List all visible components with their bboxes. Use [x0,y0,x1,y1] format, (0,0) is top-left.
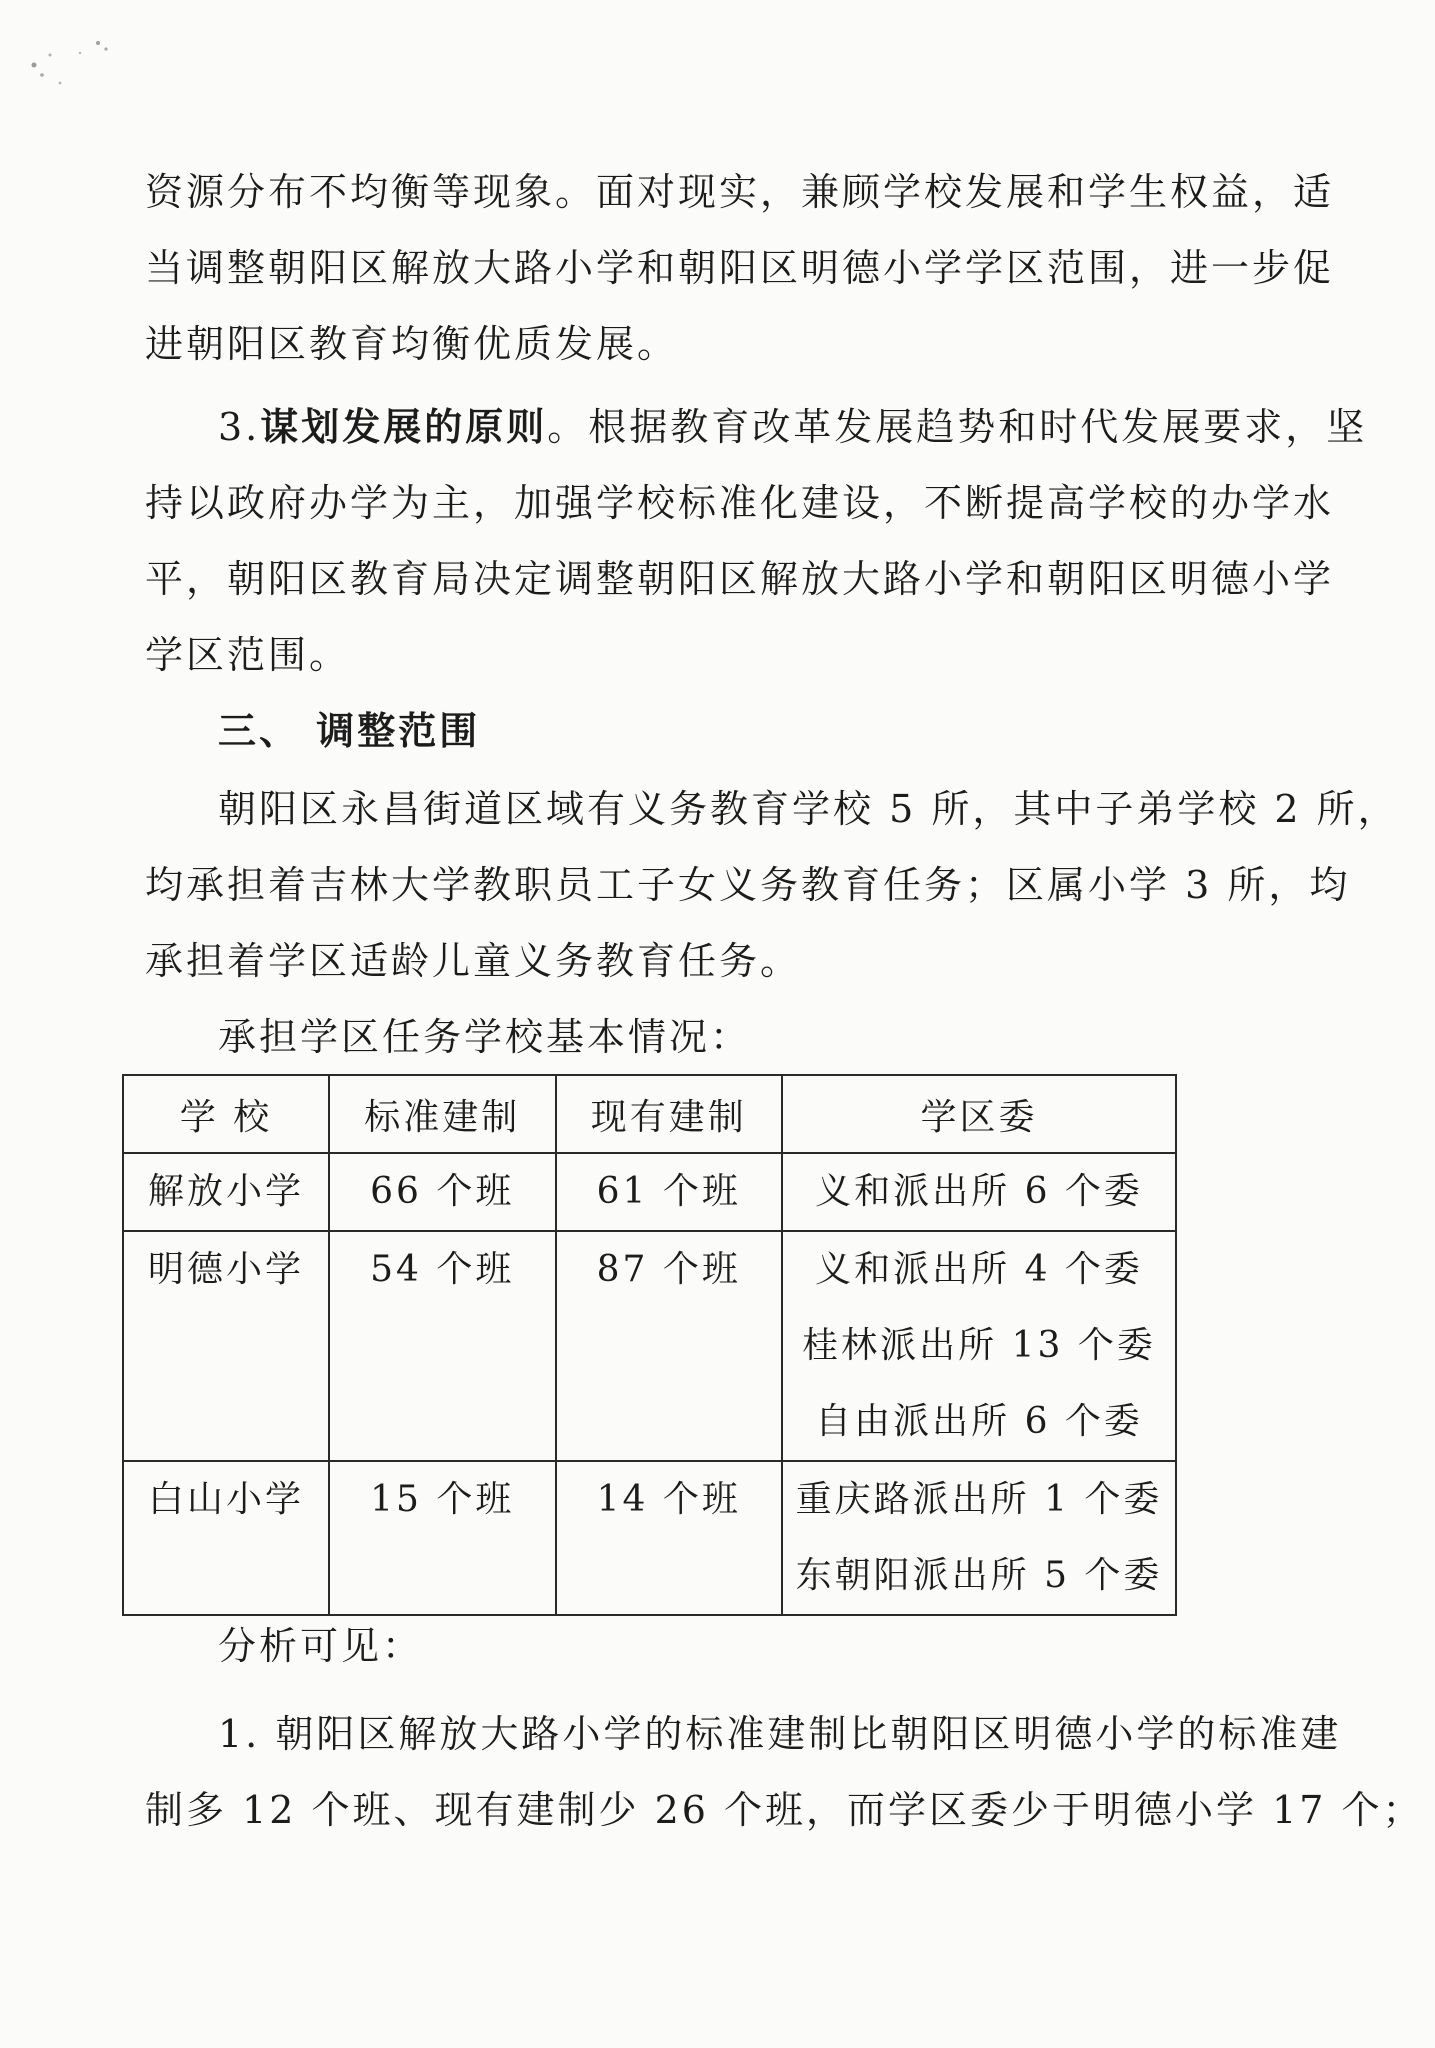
committees-cell [782,1231,1176,1461]
school-info-table [122,1074,1177,1616]
header-committees: 学区委 [782,1075,1176,1153]
school-name: 白山小学 [147,1479,304,1520]
current-classes: 61 个班 [596,1171,741,1212]
committees-cell [782,1461,1176,1615]
principle-title: 谋划发展的原则 [260,405,548,449]
principle-first-line [218,403,1378,451]
analysis-1-line-1: 1. 朝阳区解放大路小学的标准建制比朝阳区明德小学的标准建 [218,1712,1342,1756]
committees-cell [782,1153,1176,1231]
analysis-1-line-2: 制多 12 个班、现有建制少 26 个班，而学区委少于明德小学 17 个； [145,1788,1424,1832]
principle-line-2: 持以政府办学为主，加强学校标准化建设，不断提高学校的办学水 [145,481,1335,525]
paragraph-2-line-2: 均承担着吉林大学教职员工子女义务教育任务；区属小学 3 所，均 [145,863,1351,907]
current-classes-cell [556,1461,783,1615]
table-header-row [123,1075,1176,1153]
standard-classes: 54 个班 [370,1249,515,1290]
school-name-cell [123,1153,329,1231]
paragraph-2-line-3: 承担着学区适龄儿童义务教育任务。 [145,939,802,983]
analysis-label: 分析可见： [218,1624,424,1668]
current-classes: 87 个班 [596,1249,741,1290]
principle-number: 3. [218,405,261,449]
header-current-classes: 现有建制 [556,1075,783,1153]
standard-classes: 15 个班 [370,1479,515,1520]
standard-classes-cell [329,1461,556,1615]
paragraph-1-line-3: 进朝阳区教育均衡优质发展。 [145,322,679,366]
standard-classes: 66 个班 [370,1171,515,1212]
committee-entry: 东朝阳派出所 5 个委 [795,1555,1163,1596]
paragraph-1-line-2: 当调整朝阳区解放大路小学和朝阳区明德小学学区范围，进一步促 [145,246,1335,290]
committee-entry: 重庆路派出所 1 个委 [795,1479,1163,1520]
scan-speck-marks [20,35,130,105]
header-school: 学 校 [123,1075,329,1153]
paragraph-1-line-1: 资源分布不均衡等现象。面对现实，兼顾学校发展和学生权益，适 [145,170,1335,214]
school-name-cell [123,1231,329,1461]
principle-line-4: 学区范围。 [145,633,351,677]
table-row [123,1231,1176,1461]
principle-line-3: 平，朝阳区教育局决定调整朝阳区解放大路小学和朝阳区明德小学 [145,557,1335,601]
standard-classes-cell [329,1153,556,1231]
header-standard-classes: 标准建制 [329,1075,556,1153]
current-classes-cell [556,1153,783,1231]
committee-entry: 义和派出所 6 个委 [815,1171,1143,1212]
principle-first-line-rest: 。根据教育改革发展趋势和时代发展要求，坚 [547,405,1368,449]
committee-entry: 桂林派出所 13 个委 [802,1325,1156,1366]
standard-classes-cell [329,1231,556,1461]
table-caption: 承担学区任务学校基本情况： [218,1015,752,1059]
table-row [123,1153,1176,1231]
committee-entry: 义和派出所 4 个委 [815,1249,1143,1290]
section-heading: 三、 调整范围 [218,709,481,753]
current-classes: 14 个班 [596,1479,741,1520]
current-classes-cell [556,1231,783,1461]
school-name-cell [123,1461,329,1615]
committee-entry: 自由派出所 6 个委 [815,1401,1143,1442]
table-row [123,1461,1176,1615]
school-name: 明德小学 [147,1249,304,1290]
school-name: 解放小学 [147,1171,304,1212]
paragraph-2-line-1: 朝阳区永昌街道区域有义务教育学校 5 所，其中子弟学校 2 所， [218,787,1399,831]
